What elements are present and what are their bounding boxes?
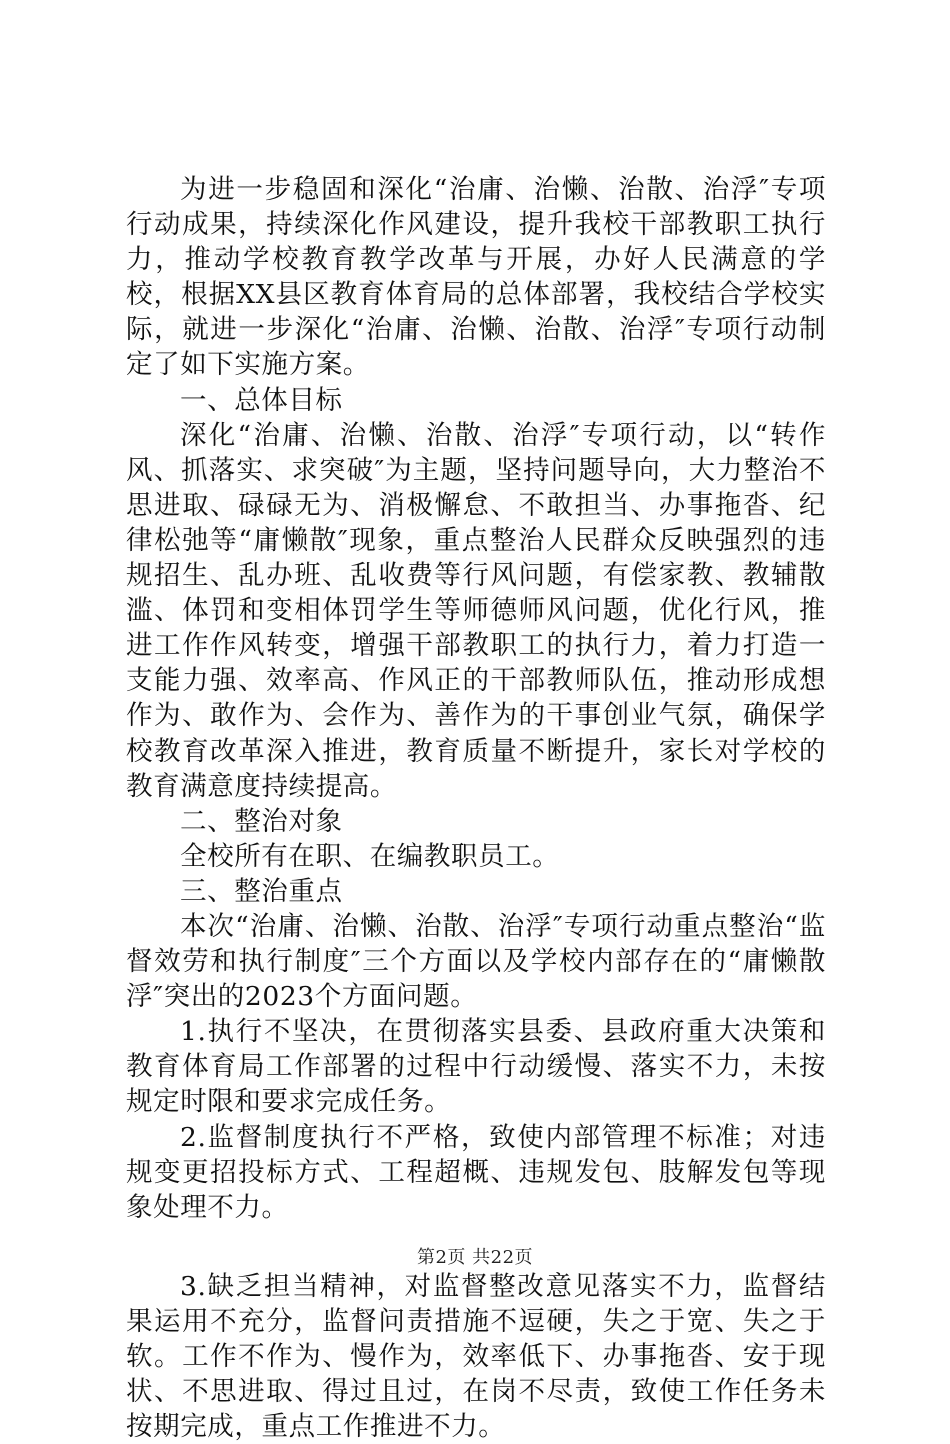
section-heading-overall-goal: 一、总体目标 <box>180 384 343 416</box>
section-heading-key-points: 三、整治重点 <box>180 875 343 907</box>
intro-paragraph: 为进一步稳固和深化“治庸、治懒、治散、治浮″专项行动成果，持续深化作风建设，提升我校干部教职工执行力，推动学校教育教学改革与开展，办好人民满意的学校，根据XX县区教育体育局的总体部署，我校结合学校实际，就进一步深化“治庸、治懒、治散、治浮″专项行动制定了如下实施方案。 <box>126 174 826 381</box>
list-item-2: 2.监督制度执行不严格，致使内部管理不标准；对违规变更招投标方式、工程超概、违规发包、肢解发包等现象处理不力。 <box>126 1121 826 1223</box>
targets-paragraph: 全校所有在职、在编教职员工。 <box>180 840 560 872</box>
list-item-1: 1.执行不坚决，在贯彻落实县委、县政府重大决策和教育体育局工作部署的过程中行动缓慢、落实不力，未按规定时限和要求完成任务。 <box>126 1016 826 1118</box>
section-heading-targets: 二、整治对象 <box>180 805 343 837</box>
list-item-3: 3.缺乏担当精神，对监督整改意见落实不力，监督结果运用不充分，监督问责措施不逗硬，失之于宽、失之于软。工作不作为、慢作为，效率低下、办事拖沓、安于现状、不思进取、得过且过，在岗不尽责，致使工作任务未按期完成，重点工作推进不力。 <box>126 1270 826 1443</box>
key-points-paragraph: 本次“治庸、治懒、治散、治浮″专项行动重点整治“监督效劳和执行制度″三个方面以及学校内部存在的“庸懒散浮″突出的2023个方面问题。 <box>126 910 826 1013</box>
page-footer: 第2页 共22页 <box>416 1247 534 1268</box>
overall-goal-paragraph: 深化“治庸、治懒、治散、治浮″专项行动，以“转作风、抓落实、求突破″为主题，坚持问题导向，大力整治不思进取、碌碌无为、消极懈怠、不敢担当、办事拖沓、纪律松弛等“庸懒散″现象，重点整治人民群众反映强烈的违规招生、乱办班、乱收费等行风问题，有偿家教、教辅散滥、体罚和变相体罚学生等师德师风问题，优化行风，推进工作作风转变，增强干部教职工的执行力，着力打造一支能力强、效率高、作风正的干部教师队伍，推动形成想作为、敢作为、会作为、善作为的干事创业气氛，确保学校教育改革深入推进，教育质量不断提升，家长对学校的教育满意度持续提高。 <box>126 419 826 802</box>
